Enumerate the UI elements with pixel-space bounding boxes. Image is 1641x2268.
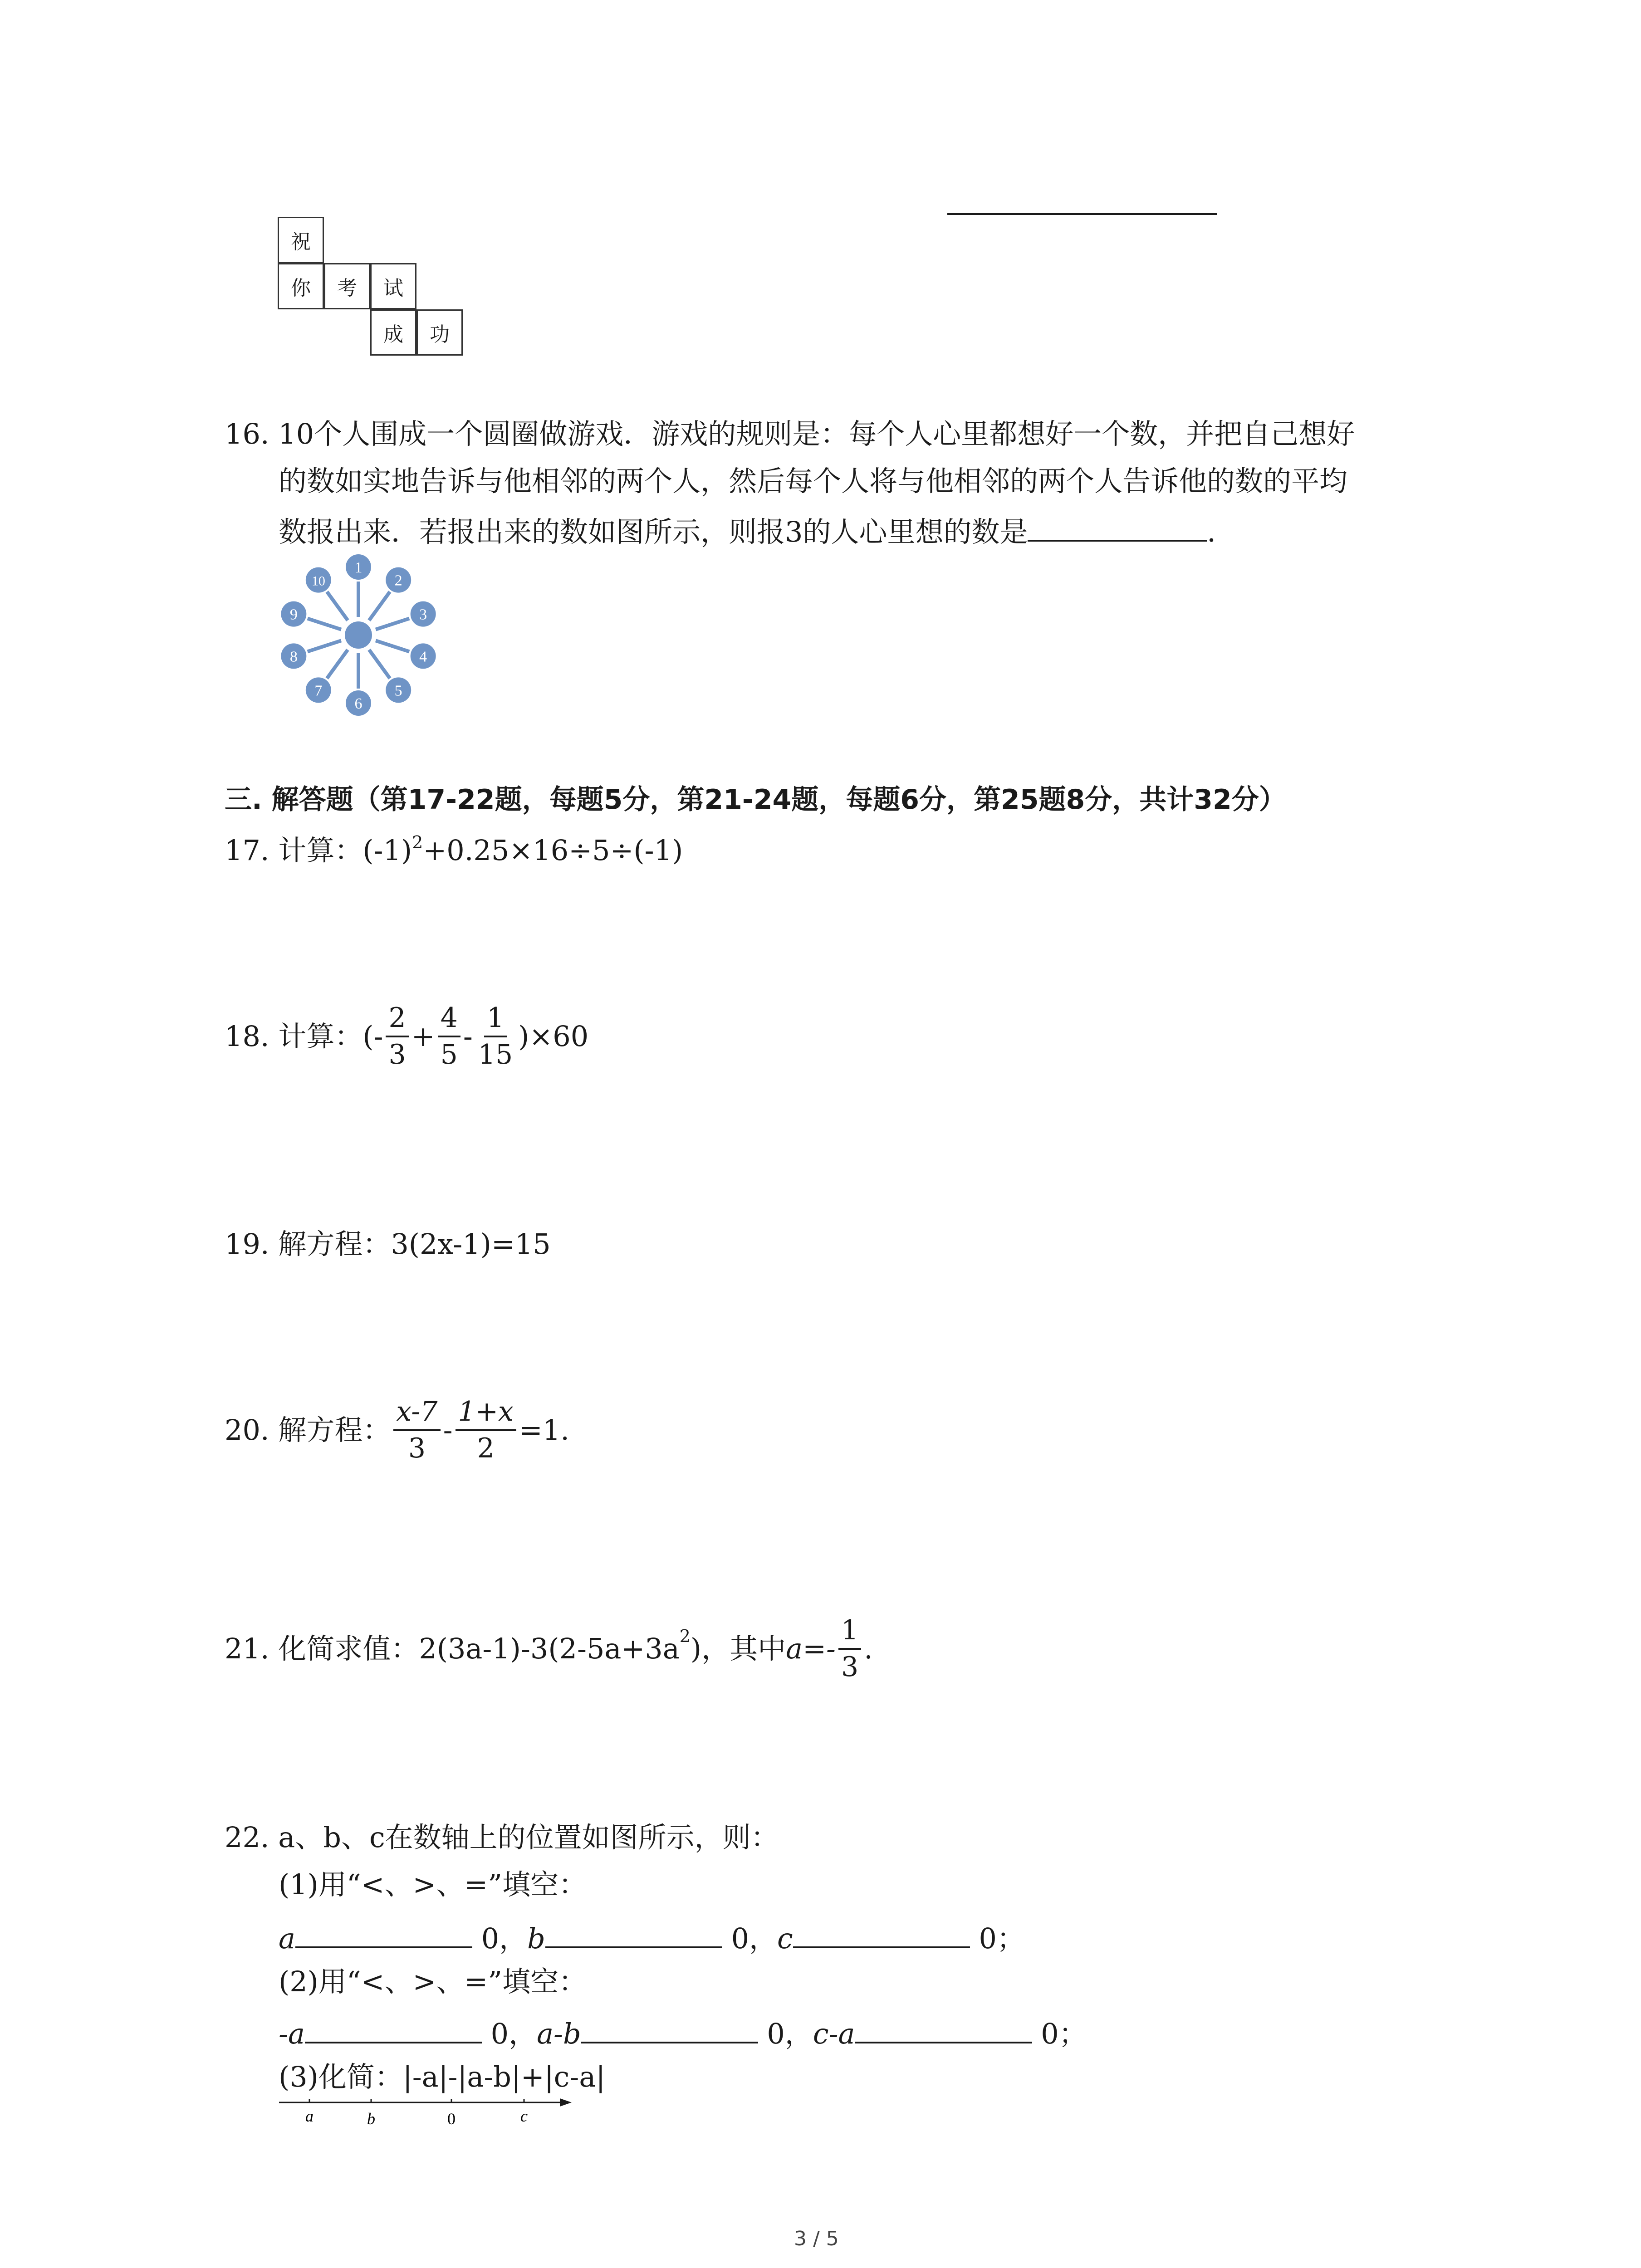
q21-label: 化简求值： (278, 1632, 419, 1665)
q20 (225, 1396, 569, 1464)
person-node-1 (346, 554, 371, 580)
q22-blank-c (793, 1921, 970, 1948)
q18-close: )×60 (518, 1020, 589, 1053)
q21-num: 21. (225, 1632, 269, 1665)
person-node-label-9: 9 (289, 606, 298, 623)
q21-sup: 2 (679, 1626, 691, 1646)
q22-blank-a (295, 1921, 472, 1948)
q17-sup: 2 (412, 832, 423, 852)
person-node-10 (306, 567, 331, 593)
q22-p2-zero-1: 0， (490, 2017, 537, 2050)
q22-p1-a: a (279, 1922, 295, 1955)
spoke-5 (369, 650, 390, 678)
q20-label: 解方程： (278, 1413, 391, 1447)
spoke-9 (308, 619, 341, 630)
cube-cell-kao: 考 (324, 263, 370, 309)
person-node-label-5: 5 (394, 682, 402, 699)
q22-p2-neg-a: -a (279, 2017, 305, 2050)
person-node-label-1: 1 (354, 559, 362, 576)
person-node-6 (346, 690, 371, 716)
spoke-8 (308, 640, 341, 651)
q20-frac1-num: x-7 (393, 1396, 440, 1431)
q16-circle-diagram (272, 549, 445, 721)
q20-frac2-den: 2 (477, 1432, 495, 1464)
q18-frac2-num: 4 (438, 1002, 460, 1037)
person-node-8 (281, 643, 306, 669)
cube-cell-shi: 试 (370, 263, 416, 309)
section3-heading: 三. 解答题（第17-22题，每题5分，第21-24题，每题6分，第25题8分，共计32分） (225, 784, 1286, 816)
q18-frac3 (475, 1002, 515, 1070)
person-node-label-2: 2 (394, 572, 402, 589)
q20-frac1 (393, 1396, 440, 1464)
q20-tail: =1. (519, 1413, 569, 1447)
person-node-5 (386, 677, 411, 703)
center-node (345, 621, 372, 649)
cube-cell-zhu: 祝 (278, 217, 324, 263)
q18-label: 计算： (278, 1020, 363, 1053)
q22-p2-c-minus-a: c-a (813, 2017, 855, 2050)
q21-expr-a: 2(3a-1)-3(2-5a+3a (419, 1632, 680, 1665)
q18-plus: + (411, 1020, 435, 1053)
q17-expr-b: +0.25×16÷5÷(-1) (423, 834, 683, 867)
q22-p1-c: c (777, 1922, 793, 1955)
q20-frac2 (456, 1396, 516, 1464)
q22-blank-a-minus-b (581, 2016, 758, 2043)
q22-p2-zero-3: 0； (1041, 2017, 1087, 2050)
q18 (225, 1002, 588, 1070)
axis-label-b: b (367, 2110, 375, 2128)
q22-p1-b: b (527, 1922, 545, 1955)
person-node-7 (306, 677, 331, 703)
number-line (272, 2093, 581, 2134)
q20-frac1-den: 3 (408, 1432, 426, 1464)
cube-cell-ni: 你 (278, 263, 324, 309)
q22-p1-zero-2: 0， (731, 1922, 778, 1955)
person-node-label-4: 4 (419, 648, 427, 665)
person-node-label-3: 3 (419, 606, 427, 623)
q16-line1: 16. 10个人围成一个圆圈做游戏．游戏的规则是：每个人心里都想好一个数，并把自己想好 (225, 417, 1355, 450)
q18-open: (- (362, 1020, 383, 1053)
q19-num: 19. (225, 1227, 269, 1261)
person-node-9 (281, 601, 306, 627)
q22-part2-blanks (279, 2016, 1087, 2048)
q21-frac (838, 1615, 861, 1683)
q18-frac2-den: 5 (440, 1039, 458, 1070)
q22-p2-zero-2: 0， (767, 2017, 813, 2050)
spoke-4 (376, 640, 409, 651)
q18-frac1-den: 3 (388, 1039, 406, 1070)
axis-label-c: c (520, 2107, 528, 2125)
person-node-label-6: 6 (354, 695, 362, 712)
q22-blank-b (545, 1921, 722, 1948)
page-number: 3 / 5 (794, 2227, 839, 2250)
q17 (225, 834, 683, 865)
q17-label: 计算： (278, 834, 363, 867)
q22-blank-neg-a (305, 2016, 482, 2043)
spoke-3 (376, 619, 409, 630)
q20-num: 20. (225, 1413, 269, 1447)
q16-line3 (279, 514, 1235, 546)
q22-p2-a-minus-b: a-b (537, 2017, 581, 2050)
axis-label-zero: 0 (447, 2110, 456, 2128)
q18-frac1 (386, 1002, 408, 1070)
q22-intro: 22. a、b、c在数轴上的位置如图所示，则： (225, 1821, 779, 1854)
q16-line3-text: 数报出来．若报出来的数如图所示，则报3的人心里想的数是 (279, 515, 1028, 548)
person-node-2 (386, 567, 411, 593)
q21-end: . (864, 1632, 873, 1665)
spoke-2 (369, 592, 390, 621)
q22-part3: (3)化简：|-a|-|a-b|+|c-a| (279, 2060, 606, 2093)
q22-p1-zero-1: 0， (481, 1922, 528, 1955)
q16-answer-blank (1028, 514, 1207, 542)
q20-frac2-num: 1+x (456, 1396, 516, 1431)
person-node-label-8: 8 (289, 648, 298, 665)
q18-num: 18. (225, 1020, 269, 1053)
q22-part1-blanks (279, 1921, 1025, 1953)
q21 (225, 1615, 873, 1683)
q21-frac-num: 1 (838, 1615, 861, 1650)
answer-blank-previous (947, 213, 1217, 215)
q18-frac1-num: 2 (386, 1002, 408, 1037)
q18-frac3-num: 1 (484, 1002, 507, 1037)
spoke-7 (327, 650, 348, 678)
q22-part1: (1)用“<、>、=”填空： (279, 1868, 587, 1901)
person-node-3 (411, 601, 436, 627)
q21-var: a=- (786, 1632, 836, 1665)
q19 (225, 1227, 551, 1261)
person-node-4 (411, 643, 436, 669)
person-node-label-10: 10 (311, 573, 325, 589)
q19-label: 解方程： (278, 1227, 391, 1261)
q22-blank-c-minus-a (855, 2016, 1032, 2043)
q18-minus: - (463, 1020, 473, 1053)
axis-label-a: a (305, 2107, 314, 2125)
q16-line2: 的数如实地告诉与他相邻的两个人，然后每个人将与他相邻的两个人告诉他的数的平均 (279, 464, 1348, 498)
cube-cell-cheng: 成 (370, 309, 416, 356)
q18-frac2 (438, 1002, 460, 1070)
number-line-arrow (560, 2098, 572, 2107)
spoke-10 (327, 592, 348, 621)
q19-expr: 3(2x-1)=15 (391, 1227, 551, 1261)
q21-expr-b: )，其中 (690, 1632, 786, 1665)
q16-line3-end: ． (1207, 515, 1235, 548)
cube-cell-gong: 功 (416, 309, 463, 356)
q17-num: 17. (225, 834, 269, 867)
q21-frac-den: 3 (841, 1651, 859, 1683)
q17-expr-a: (-1) (362, 834, 412, 867)
q22-part2: (2)用“<、>、=”填空： (279, 1965, 587, 1998)
person-node-label-7: 7 (314, 682, 323, 699)
q18-frac3-den: 15 (478, 1039, 513, 1070)
q20-minus: - (443, 1413, 453, 1447)
q22-p1-zero-3: 0； (979, 1922, 1025, 1955)
